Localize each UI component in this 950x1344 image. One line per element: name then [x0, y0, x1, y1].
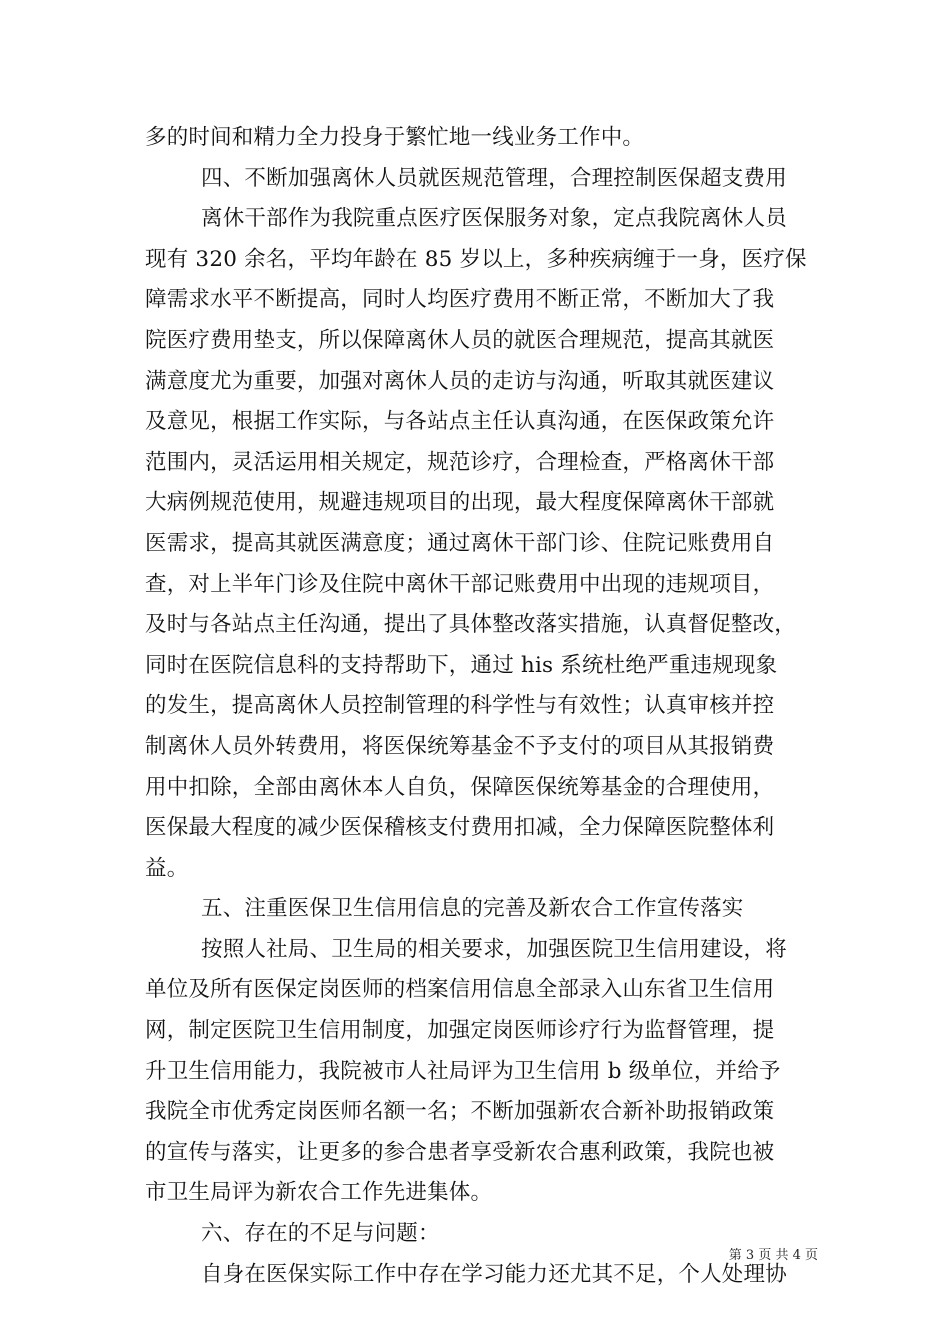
text-line: 医需求，提高其就医满意度；通过离休干部门诊、住院记账费用自 [145, 530, 775, 556]
text-line: 的宣传与落实，让更多的参合患者享受新农合惠利政策，我院也被 [145, 1139, 775, 1165]
text-line: 升卫生信用能力，我院被市人社局评为卫生信用 b 级单位，并给予 [145, 1058, 781, 1084]
text-line: 按照人社局、卫生局的相关要求，加强医院卫生信用建设，将 [201, 936, 787, 962]
text-line: 障需求水平不断提高，同时人均医疗费用不断正常，不断加大了我 [145, 287, 775, 313]
text-line: 多的时间和精力全力投身于繁忙地一线业务工作中。 [145, 125, 645, 150]
page-number: 第 3 页 共 4 页 [728, 1248, 818, 1263]
text-line: 网，制定医院卫生信用制度，加强定岗医师诊疗行为监督管理，提 [145, 1018, 775, 1044]
text-line: 市卫生局评为新农合工作先进集体。 [145, 1180, 493, 1206]
text-line: 查，对上半年门诊及住院中离休干部记账费用中出现的违规项目， [145, 571, 775, 597]
text-line: 离休干部作为我院重点医疗医保服务对象，定点我院离休人员 [201, 206, 787, 232]
text-line: 同时在医院信息科的支持帮助下，通过 his 系统杜绝严重违规现象 [145, 652, 778, 678]
text-line: 五、注重医保卫生信用信息的完善及新农合工作宣传落实 [201, 896, 744, 922]
text-line: 用中扣除，全部由离休本人自负，保障医保统筹基金的合理使用， [145, 774, 775, 800]
text-line: 范围内，灵活运用相关规定，规范诊疗，合理检查，严格离休干部 [145, 449, 775, 475]
text-line: 及意见，根据工作实际，与各站点主任认真沟通，在医保政策允许 [145, 409, 775, 435]
text-line: 现有 320 余名，平均年龄在 85 岁以上，多种疾病缠于一身，医疗保 [145, 246, 807, 272]
text-line: 院医疗费用垫支，所以保障离休人员的就医合理规范，提高其就医 [145, 327, 775, 353]
text-line: 满意度尤为重要，加强对离休人员的走访与沟通，听取其就医建议 [145, 368, 775, 394]
text-line: 自身在医保实际工作中存在学习能力还尤其不足，个人处理协 [201, 1261, 787, 1287]
text-line: 及时与各站点主任沟通，提出了具体整改落实措施，认真督促整改， [145, 612, 797, 638]
text-line: 四、不断加强离休人员就医规范管理，合理控制医保超支费用 [201, 165, 787, 191]
text-line: 制离休人员外转费用，将医保统筹基金不予支付的项目从其报销费 [145, 733, 775, 759]
text-line: 大病例规范使用，规避违规项目的出现，最大程度保障离休干部就 [145, 490, 775, 516]
text-line: 益。 [145, 855, 189, 881]
text-line: 医保最大程度的减少医保稽核支付费用扣减，全力保障医院整体利 [145, 815, 775, 841]
document-body [145, 118, 807, 1295]
text-line: 单位及所有医保定岗医师的档案信用信息全部录入山东省卫生信用 [145, 977, 775, 1003]
text-line: 六、存在的不足与问题： [201, 1221, 440, 1247]
text-line: 我院全市优秀定岗医师名额一名；不断加强新农合新补助报销政策 [145, 1099, 775, 1125]
text-line: 的发生，提高离休人员控制管理的科学性与有效性；认真审核并控 [145, 693, 775, 719]
